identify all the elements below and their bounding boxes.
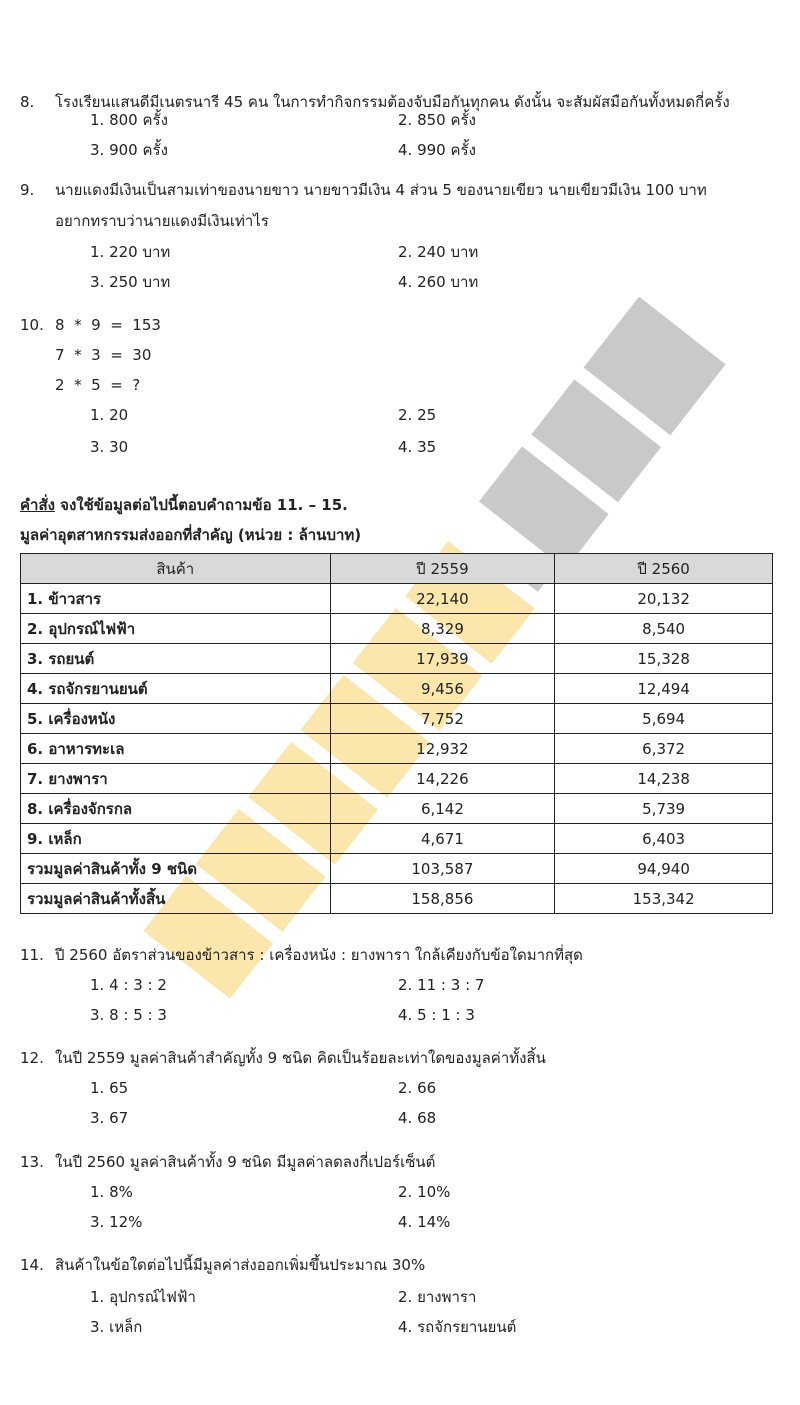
product-name-cell: 4. รถจักรยานยนต์ bbox=[21, 674, 331, 704]
table-row bbox=[21, 824, 773, 854]
table-body bbox=[21, 584, 773, 914]
q12-option-4: 4. 68 bbox=[398, 1109, 437, 1127]
question-10-number: 10. bbox=[20, 316, 44, 334]
question-14-number: 14. bbox=[20, 1256, 44, 1274]
question-8-text: โรงเรียนแสนดีมีเนตรนารี 45 คน ในการทำกิจกรรมต้องจับมือกันทุกคน ดังนั้น จะสัมผัสมือกันทั้งหมดกี่ครั้ง bbox=[55, 93, 730, 111]
value-2560-cell: 94,940 bbox=[555, 854, 773, 884]
product-name-cell: 7. ยางพารา bbox=[21, 764, 331, 794]
q13-option-1: 1. 8% bbox=[90, 1183, 133, 1201]
value-2559-cell: 8,329 bbox=[330, 614, 555, 644]
question-12-number: 12. bbox=[20, 1049, 44, 1067]
q9-option-3: 3. 250 บาท bbox=[90, 273, 171, 291]
q12-option-3: 3. 67 bbox=[90, 1109, 129, 1127]
question-11-number: 11. bbox=[20, 946, 44, 964]
value-2560-cell: 15,328 bbox=[555, 644, 773, 674]
table-row bbox=[21, 764, 773, 794]
product-name-cell: 9. เหล็ก bbox=[21, 824, 331, 854]
q14-option-3: 3. เหล็ก bbox=[90, 1318, 143, 1336]
product-name-cell: 3. รถยนต์ bbox=[21, 644, 331, 674]
value-2559-cell: 14,226 bbox=[330, 764, 555, 794]
q12-option-2: 2. 66 bbox=[398, 1079, 437, 1097]
value-2559-cell: 6,142 bbox=[330, 794, 555, 824]
q9-option-1: 1. 220 บาท bbox=[90, 243, 171, 261]
q11-option-1: 1. 4 : 3 : 2 bbox=[90, 976, 167, 994]
q9-option-2: 2. 240 บาท bbox=[398, 243, 479, 261]
table-row bbox=[21, 584, 773, 614]
q10-option-2: 2. 25 bbox=[398, 406, 437, 424]
instruction bbox=[20, 495, 348, 515]
instruction-label: คำสั่ง bbox=[20, 496, 55, 514]
product-name-cell: 8. เครื่องจักรกล bbox=[21, 794, 331, 824]
table-title: มูลค่าอุตสาหกรรมส่งออกที่สำคัญ (หน่วย : ล้านบาท) bbox=[20, 526, 362, 544]
value-2559-cell: 158,856 bbox=[330, 884, 555, 914]
header-2559: ปี 2559 bbox=[330, 554, 555, 584]
value-2560-cell: 8,540 bbox=[555, 614, 773, 644]
table-row bbox=[21, 674, 773, 704]
q14-option-1: 1. อุปกรณ์ไฟฟ้า bbox=[90, 1288, 196, 1306]
product-name-cell: รวมมูลค่าสินค้าทั้ง 9 ชนิด bbox=[21, 854, 331, 884]
value-2559-cell: 4,671 bbox=[330, 824, 555, 854]
q10-option-4: 4. 35 bbox=[398, 438, 437, 456]
value-2559-cell: 17,939 bbox=[330, 644, 555, 674]
table-row bbox=[21, 704, 773, 734]
q11-option-4: 4. 5 : 1 : 3 bbox=[398, 1006, 475, 1024]
q13-option-2: 2. 10% bbox=[398, 1183, 451, 1201]
question-8-number: 8. bbox=[20, 93, 35, 111]
question-9-number: 9. bbox=[20, 181, 35, 199]
value-2560-cell: 153,342 bbox=[555, 884, 773, 914]
instruction-text: จงใช้ข้อมูลต่อไปนี้ตอบคำถามข้อ 11. – 15. bbox=[54, 496, 348, 514]
value-2560-cell: 6,372 bbox=[555, 734, 773, 764]
value-2559-cell: 22,140 bbox=[330, 584, 555, 614]
q10-line-1: 8 * 9 = 153 bbox=[55, 316, 161, 334]
export-value-table bbox=[20, 553, 773, 914]
q8-option-1: 1. 800 ครั้ง bbox=[90, 111, 168, 129]
product-name-cell: 5. เครื่องหนัง bbox=[21, 704, 331, 734]
q11-option-3: 3. 8 : 5 : 3 bbox=[90, 1006, 167, 1024]
table-row bbox=[21, 794, 773, 824]
q8-option-4: 4. 990 ครั้ง bbox=[398, 141, 476, 159]
value-2559-cell: 12,932 bbox=[330, 734, 555, 764]
table-row bbox=[21, 614, 773, 644]
q8-option-3: 3. 900 ครั้ง bbox=[90, 141, 168, 159]
table-row bbox=[21, 884, 773, 914]
product-name-cell: รวมมูลค่าสินค้าทั้งสิ้น bbox=[21, 884, 331, 914]
table-row bbox=[21, 644, 773, 674]
product-name-cell: 2. อุปกรณ์ไฟฟ้า bbox=[21, 614, 331, 644]
watermark-gray-part bbox=[457, 297, 725, 597]
value-2559-cell: 9,456 bbox=[330, 674, 555, 704]
q14-option-2: 2. ยางพารา bbox=[398, 1288, 477, 1306]
question-13-number: 13. bbox=[20, 1153, 44, 1171]
table-row bbox=[21, 854, 773, 884]
q10-option-1: 1. 20 bbox=[90, 406, 129, 424]
question-11-text: ปี 2560 อัตราส่วนของข้าวสาร : เครื่องหนัง : ยางพารา ใกล้เคียงกับข้อใดมากที่สุด bbox=[55, 946, 583, 964]
value-2560-cell: 12,494 bbox=[555, 674, 773, 704]
value-2560-cell: 14,238 bbox=[555, 764, 773, 794]
question-13-text: ในปี 2560 มูลค่าสินค้าทั้ง 9 ชนิด มีมูลค่าลดลงกี่เปอร์เซ็นต์ bbox=[55, 1153, 436, 1171]
value-2559-cell: 7,752 bbox=[330, 704, 555, 734]
value-2560-cell: 5,739 bbox=[555, 794, 773, 824]
q11-option-2: 2. 11 : 3 : 7 bbox=[398, 976, 485, 994]
q8-option-2: 2. 850 ครั้ง bbox=[398, 111, 476, 129]
table-header-row bbox=[21, 554, 773, 584]
value-2560-cell: 20,132 bbox=[555, 584, 773, 614]
q12-option-1: 1. 65 bbox=[90, 1079, 129, 1097]
q10-option-3: 3. 30 bbox=[90, 438, 129, 456]
question-12-text: ในปี 2559 มูลค่าสินค้าสำคัญทั้ง 9 ชนิด คิดเป็นร้อยละเท่าใดของมูลค่าทั้งสิ้น bbox=[55, 1049, 546, 1067]
q13-option-4: 4. 14% bbox=[398, 1213, 451, 1231]
q13-option-3: 3. 12% bbox=[90, 1213, 143, 1231]
value-2560-cell: 5,694 bbox=[555, 704, 773, 734]
value-2559-cell: 103,587 bbox=[330, 854, 555, 884]
q14-option-4: 4. รถจักรยานยนต์ bbox=[398, 1318, 517, 1336]
q10-line-2: 7 * 3 = 30 bbox=[55, 346, 152, 364]
q10-line-3: 2 * 5 = ? bbox=[55, 376, 141, 394]
header-product: สินค้า bbox=[21, 554, 331, 584]
q9-option-4: 4. 260 บาท bbox=[398, 273, 479, 291]
value-2560-cell: 6,403 bbox=[555, 824, 773, 854]
product-name-cell: 6. อาหารทะเล bbox=[21, 734, 331, 764]
table-row bbox=[21, 734, 773, 764]
question-14-text: สินค้าในข้อใดต่อไปนี้มีมูลค่าส่งออกเพิ่มขึ้นประมาณ 30% bbox=[55, 1256, 426, 1274]
header-2560: ปี 2560 bbox=[555, 554, 773, 584]
question-9-text: นายแดงมีเงินเป็นสามเท่าของนายขาว นายขาวมีเงิน 4 ส่วน 5 ของนายเขียว นายเขียวมีเงิน 100 บาท bbox=[55, 181, 707, 199]
product-name-cell: 1. ข้าวสาร bbox=[21, 584, 331, 614]
question-9-text-2: อยากทราบว่านายแดงมีเงินเท่าไร bbox=[55, 212, 269, 230]
